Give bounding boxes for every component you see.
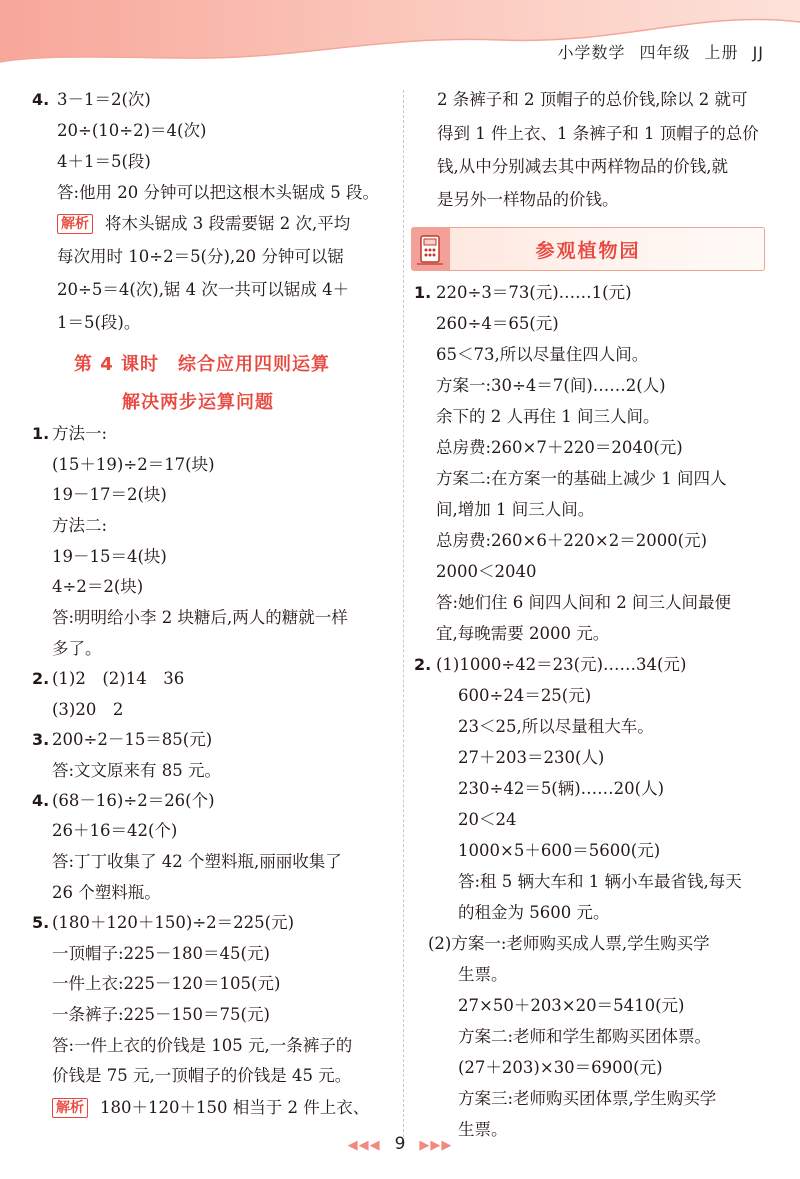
r2-line-7: 1000×5＋600＝5600(元) (458, 841, 661, 860)
q4-analysis-line-2: 每次用时 10÷2＝5(分),20 分钟可以锯 (57, 247, 344, 266)
p5-line-4: 一条裤子:225－150＝75(元) (52, 1005, 270, 1024)
q4-number: 4. (32, 90, 50, 109)
lesson-subtitle: 解决两步运算问题 (122, 392, 274, 413)
header-text (544, 40, 764, 63)
column-divider (403, 90, 404, 1142)
analysis-tag: 解析 (57, 214, 93, 234)
p1-line-6: 4÷2＝2(块) (52, 577, 144, 596)
p1-line-3: 19－17＝2(块) (52, 485, 167, 504)
page-footer (0, 1134, 800, 1154)
r2-line-5: 230÷42＝5(辆)……20(人) (458, 779, 665, 798)
p1-line-2: (15＋19)÷2＝17(块) (52, 455, 215, 474)
r1-line-5: 余下的 2 人再住 1 间三人间。 (436, 407, 660, 426)
q4-line-4: 答:他用 20 分钟可以把这根木头锯成 5 段。 (57, 183, 380, 202)
p5-analysis-text: 180＋120＋150 相当于 2 件上衣、 (100, 1098, 370, 1117)
p4-line-2: 26＋16＝42(个) (52, 821, 178, 840)
p4-number: 4. (32, 791, 50, 810)
header-grade: 四年级 (639, 43, 691, 62)
r2b-line-7: 生票。 (458, 1120, 508, 1139)
section-banner (411, 227, 765, 271)
p5-analysis-line (52, 1097, 369, 1119)
p4-line-4: 26 个塑料瓶。 (52, 883, 161, 902)
q4-line-2: 20÷(10÷2)＝4(次) (57, 121, 207, 140)
cont-line-2: 得到 1 件上衣、1 条裤子和 1 顶帽子的总价 (437, 124, 759, 143)
r2b-line-3: 27×50＋203×20＝5410(元) (458, 996, 685, 1015)
r2-line-8: 答:租 5 辆大车和 1 辆小车最省钱,每天 (458, 872, 742, 891)
cont-line-3: 钱,从中分别减去其中两样物品的价钱,就 (437, 157, 728, 176)
r1-line-2: 260÷4＝65(元) (436, 314, 559, 333)
p5-line-5: 答:一件上衣的价钱是 105 元,一条裤子的 (52, 1036, 353, 1055)
r2-line-6: 20＜24 (458, 810, 517, 829)
r1-number: 1. (414, 283, 432, 302)
p1-line-5: 19－15＝4(块) (52, 547, 167, 566)
r1-line-6: 总房费:260×7＋220＝2040(元) (436, 438, 683, 457)
p5-line-2: 一顶帽子:225－180＝45(元) (52, 944, 270, 963)
page-number: 9 (394, 1134, 406, 1154)
lesson-title: 第 4 课时 综合应用四则运算 (74, 354, 331, 375)
p2-line-1: (1)2 (2)14 36 (52, 669, 185, 688)
cont-line-4: 是另外一样物品的价钱。 (437, 190, 619, 209)
q4-analysis-text-1: 将木头锯成 3 段需要锯 2 次,平均 (105, 214, 351, 233)
p1-line-8: 多了。 (52, 639, 102, 658)
p2-number: 2. (32, 669, 50, 688)
analysis-tag-2: 解析 (52, 1098, 88, 1118)
header-volume: 上册 (704, 43, 739, 62)
p5-line-6: 价钱是 75 元,一顶帽子的价钱是 45 元。 (52, 1066, 352, 1085)
r1-line-3: 65＜73,所以尽量住四人间。 (436, 345, 649, 364)
r2-line-3: 23＜25,所以尽量租大车。 (458, 717, 654, 736)
p1-number: 1. (32, 424, 50, 443)
next-arrows-icon: ▶▶▶ (419, 1138, 453, 1153)
r1-line-10: 2000＜2040 (436, 562, 537, 581)
q4-analysis-line-1 (57, 213, 350, 235)
p5-number: 5. (32, 913, 50, 932)
p3-line-2: 答:文文原来有 85 元。 (52, 761, 222, 780)
header-subject: 小学数学 (557, 43, 626, 62)
p2-line-2: (3)20 2 (52, 700, 124, 719)
p5-line-1: (180＋120＋150)÷2＝225(元) (52, 913, 295, 932)
header-edition: JJ (752, 43, 764, 62)
r2-number: 2. (414, 655, 432, 674)
p4-line-1: (68－16)÷2＝26(个) (52, 791, 215, 810)
r1-line-8: 间,增加 1 间三人间。 (436, 500, 595, 519)
p5-line-3: 一件上衣:225－120＝105(元) (52, 974, 281, 993)
r1-line-11: 答:她们住 6 间四人间和 2 间三人间最便 (436, 593, 732, 612)
cont-line-1: 2 条裤子和 2 顶帽子的总价钱,除以 2 就可 (437, 90, 748, 109)
r1-line-1: 220÷3＝73(元)……1(元) (436, 283, 632, 302)
q4-line-1: 3－1＝2(次) (57, 90, 151, 109)
r1-line-4: 方案一:30÷4＝7(间)……2(人) (436, 376, 666, 395)
q4-line-3: 4＋1＝5(段) (57, 152, 151, 171)
p4-line-3: 答:丁丁收集了 42 个塑料瓶,丽丽收集了 (52, 852, 342, 871)
r2-line-4: 27＋203＝230(人) (458, 748, 605, 767)
r2b-line-2: 生票。 (458, 965, 508, 984)
r2-line-9: 的租金为 5600 元。 (458, 903, 610, 922)
r1-line-12: 宜,每晚需要 2000 元。 (436, 624, 610, 643)
r2b-line-1: (2)方案一:老师购买成人票,学生购买学 (428, 934, 710, 953)
r2-line-2: 600÷24＝25(元) (458, 686, 592, 705)
q4-analysis-line-3: 20÷5＝4(次),锯 4 次一共可以锯成 4＋ (57, 280, 350, 299)
r1-line-9: 总房费:260×6＋220×2＝2000(元) (436, 531, 708, 550)
p3-line-1: 200÷2－15＝85(元) (52, 730, 213, 749)
prev-arrows-icon: ◀◀◀ (347, 1138, 381, 1153)
p3-number: 3. (32, 730, 50, 749)
r2b-line-4: 方案二:老师和学生都购买团体票。 (458, 1027, 712, 1046)
p1-line-7: 答:明明给小李 2 块糖后,两人的糖就一样 (52, 608, 348, 627)
r2-line-1: (1)1000÷42＝23(元)……34(元) (436, 655, 687, 674)
r1-line-7: 方案二:在方案一的基础上减少 1 间四人 (436, 469, 727, 488)
p1-line-1: 方法一: (52, 424, 108, 443)
p1-line-4: 方法二: (52, 516, 108, 535)
q4-analysis-line-4: 1＝5(段)。 (57, 313, 141, 332)
r2b-line-6: 方案三:老师购买团体票,学生购买学 (458, 1089, 717, 1108)
r2b-line-5: (27＋203)×30＝6900(元) (458, 1058, 663, 1077)
banner-title: 参观植物园 (535, 240, 641, 262)
